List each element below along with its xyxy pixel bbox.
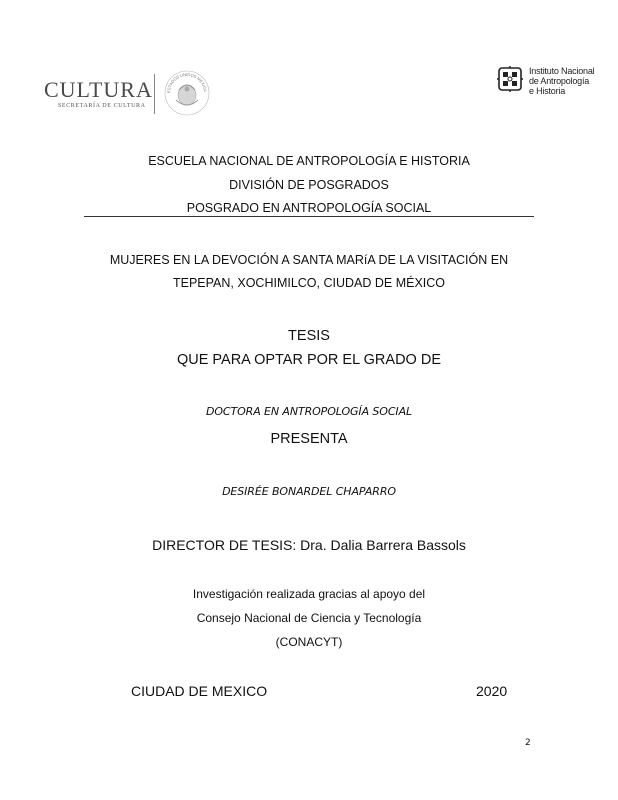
footer-city: CIUDAD DE MEXICO — [131, 683, 268, 699]
cultura-logo-word: CULTURA — [44, 77, 153, 102]
support-line-2: Consejo Nacional de Ciencia y Tecnología — [196, 611, 422, 625]
thesis-author: DESIRÉE BONARDEL CHAPARRO — [222, 485, 396, 498]
support-line-3: (CONACYT) — [275, 635, 343, 649]
page-number: 2 — [525, 738, 531, 748]
inah-line-3: e Historia — [529, 86, 566, 96]
program-name: POSGRADO EN ANTROPOLOGÍA SOCIAL — [186, 201, 432, 215]
thesis-director: DIRECTOR DE TESIS: Dra. Dalia Barrera Bassols — [152, 537, 466, 553]
school-name: ESCUELA NACIONAL DE ANTROPOLOGÍA E HISTORIA — [148, 154, 470, 168]
thesis-type: TESIS — [288, 328, 330, 344]
cultura-logo — [44, 72, 214, 120]
inah-logo — [495, 64, 605, 100]
inah-line-2: de Antropología — [529, 76, 590, 86]
thesis-title-line-1: MUJERES EN LA DEVOCIÓN A SANTA MARíA DE LA VISITACIÓN EN — [109, 253, 509, 267]
division-name: DIVISIÓN DE POSGRADOS — [229, 178, 389, 192]
logo-separator — [154, 74, 155, 114]
thesis-presents: PRESENTA — [270, 431, 348, 447]
thesis-degree: DOCTORA EN ANTROPOLOGÍA SOCIAL — [205, 405, 413, 418]
thesis-title-line-2: TEPEPAN, XOCHIMILCO, CIUDAD DE MÉXICO — [172, 276, 446, 290]
cultura-logo-subtitle: SECRETARÍA DE CULTURA — [58, 103, 146, 109]
seal-text: ESTADOS UNIDOS MEXICA — [165, 71, 208, 94]
thesis-purpose: QUE PARA OPTAR POR EL GRADO DE — [176, 352, 441, 368]
inah-glyph-icon — [495, 64, 525, 94]
footer-year: 2020 — [476, 683, 508, 699]
support-line-1: Investigación realizada gracias al apoyo del — [192, 587, 426, 601]
inah-line-1: Instituto Nacional — [529, 66, 595, 76]
header-divider — [84, 216, 534, 217]
mexican-seal-icon — [162, 68, 212, 118]
inah-text — [529, 66, 594, 96]
